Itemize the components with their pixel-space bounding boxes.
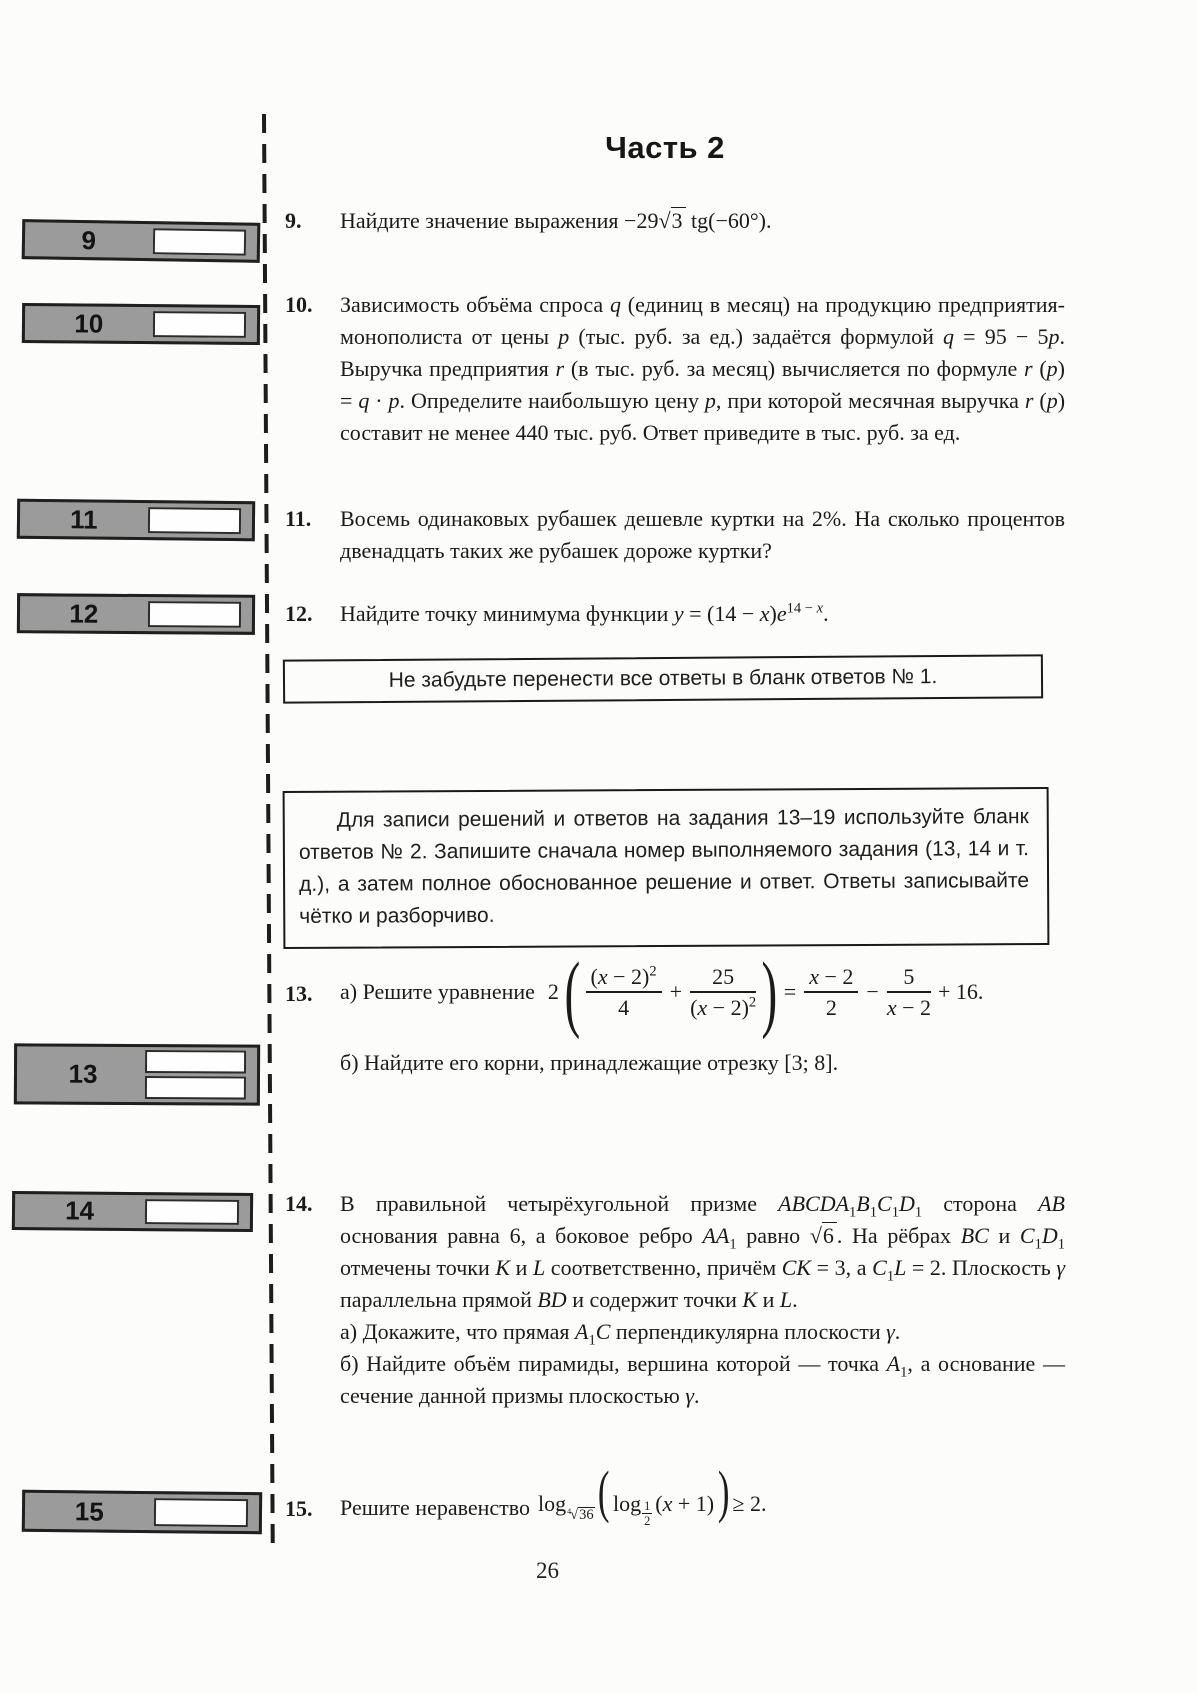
page-number: 26 [536, 1558, 559, 1583]
fraction-4-numerator: 5 [887, 963, 931, 994]
answer-box-11-field[interactable] [148, 507, 241, 534]
answer-box-11-number: 11 [69, 503, 98, 535]
equation-coefficient: 2 [547, 979, 559, 1004]
problem-13 [285, 945, 1065, 1079]
fraction-2-denominator: $(x - 2)^2$ [690, 994, 757, 1020]
minus-operator: − [866, 979, 879, 1004]
answer-box-9-number: 9 [81, 224, 97, 255]
problem-15-body [340, 1458, 1065, 1541]
problem-14 [285, 1188, 1065, 1412]
notice-transfer-answers-text: Не забудьте перенести все ответы в бланк ответов № 1. [388, 665, 938, 692]
problem-13-equation: а) Решите уравнение 2 ( $\frac{(x - 2)^2}{4}$ + $\frac{25}{(x - 2)^2}$ ) = $\frac{x - 2}{2}$ − $\frac{5}{x - 2}$ + 16. [340, 944, 984, 1040]
problem-15-lead: Решите неравенство [340, 1495, 531, 1520]
answer-box-13-field-a[interactable] [145, 1050, 246, 1074]
answer-box-15-number: 15 [74, 1495, 104, 1527]
problem-15-inequality [340, 1458, 1065, 1541]
answer-box-15 [22, 1490, 262, 1535]
problem-11-number: 11. [285, 506, 312, 531]
problem-11 [285, 503, 1065, 567]
equation-tail: + 16. [938, 979, 984, 1004]
fraction-2-numerator: 25 [690, 963, 756, 994]
inner-log-base [642, 1499, 652, 1528]
section-title: Часть 2 [605, 130, 725, 165]
answer-box-10-number: 10 [74, 307, 104, 339]
fraction-3-numerator: x − 2 [804, 963, 858, 994]
problem-13-part-b: б) Найдите его корни, принадлежащие отрезку [3; 8]. [340, 1050, 839, 1075]
inequality-expression: $\log^4√36$ ( log $\frac{1}{2}$ (x + 1) ) ≥ 2. [538, 1458, 767, 1528]
inner-log: log [612, 1490, 642, 1516]
equals-sign: = [783, 979, 797, 1004]
problem-11-text: Восемь одинаковых рубашек дешевле куртки на 2%. На сколько процентов двенадцать таких же рубашек дороже куртки? [340, 506, 1065, 563]
problem-13-number: 13. [285, 981, 313, 1006]
answer-box-14-number: 14 [65, 1195, 95, 1226]
problem-15 [285, 1458, 1065, 1541]
inner-log-base-denominator: 2 [644, 1514, 651, 1528]
answer-box-10-field[interactable] [153, 311, 246, 338]
inequality-relation: ≥ 2. [732, 1490, 767, 1516]
plus-operator: + [669, 979, 683, 1004]
fraction-2 [690, 963, 756, 1022]
fraction-1-numerator: $(x - 2)^2$ [586, 963, 662, 994]
inner-log-argument: (x + 1) [655, 1490, 715, 1516]
outer-log-base [567, 1507, 594, 1524]
fraction-3-denominator: 2 [825, 995, 837, 1020]
fraction-3 [804, 963, 858, 1022]
root-argument: 36 [579, 1506, 594, 1523]
fraction-1 [586, 963, 662, 1022]
problem-9-text: Найдите значение выражения −29√3 tg(−60°). [340, 208, 772, 233]
answer-box-12-number: 12 [69, 598, 99, 629]
answer-box-9-field[interactable] [153, 228, 246, 255]
outer-log: log [538, 1490, 567, 1516]
answer-box-14-field[interactable] [145, 1199, 239, 1225]
problem-9-number: 9. [285, 208, 302, 233]
answer-box-13-number: 13 [68, 1058, 98, 1089]
notice-part2-instructions [283, 787, 1050, 949]
problem-15-number: 15. [285, 1496, 313, 1521]
root-index: 4 [567, 1507, 572, 1517]
answer-box-15-field[interactable] [154, 1498, 248, 1527]
problem-9 [285, 205, 1065, 237]
answer-box-9 [22, 219, 261, 263]
fraction-4-denominator: x − 2 [886, 995, 932, 1020]
answer-box-14 [12, 1191, 253, 1232]
problem-13-body [340, 945, 1065, 1079]
fraction-4 [887, 963, 931, 1022]
answer-box-13-fields [145, 1050, 246, 1100]
problem-14-part-b: б) Найдите объём пирамиды, вершина которой — точка $A_1$, а основание — сечение данной призмы плоскостью γ. [340, 1351, 1065, 1408]
problem-14-body [340, 1188, 1065, 1412]
answer-box-12 [17, 593, 255, 635]
margin-dashed-line [262, 114, 275, 1548]
problem-14-intro: В правильной четырёхугольной призме $ABCDA_1B_1C_1D_1$ сторона AB основания равна 6, а боковое ребро $AA_1$ равно √6 . На рёбрах BC и $C_1D_1$ отмечены точки K и L соответственно, причём CK = 3, а $C_1L = 2$. Плоскость γ параллельна прямой BD и содержит точки K и L. [340, 1191, 1065, 1312]
answer-box-13-field-b[interactable] [145, 1076, 246, 1100]
inner-log-base-numerator: 1 [644, 1498, 651, 1513]
problem-10-number: 10. [285, 292, 313, 317]
notice-transfer-answers [283, 654, 1043, 703]
answer-box-12-field[interactable] [148, 601, 241, 628]
root-sign: √ [570, 1506, 579, 1523]
notice-part2-instructions-text: Для записи решений и ответов на задания 13–19 используйте бланк ответов № 2. Запишите сначала номер выполняемого задания (13, 14 и т. д.), а затем полное обоснованное решение и ответ. Ответы записывайте чётко и разборчиво. [298, 805, 1030, 928]
problem-14-part-a: а) Докажите, что прямая $A_1C$ перпендикулярна плоскости γ. [340, 1319, 901, 1349]
problem-10 [285, 289, 1065, 449]
problem-10-text: Зависимость объёма спроса q (единиц в месяц) на продукцию предприятия-монополиста от цены p (тыс. руб. за ед.) задаётся формулой q = 95 − 5p. Выручка предприятия r (в тыс. руб. за месяц) вычисляется по формуле r (p) = q · p. Определите наибольшую цену p, при которой месячная выручка r (p) составит не менее 440 тыс. руб. Ответ приведите в тыс. руб. за ед. [340, 292, 1066, 445]
answer-box-10 [22, 303, 260, 345]
answer-box-11 [17, 499, 255, 541]
problem-12-number: 12. [285, 601, 313, 626]
problem-13-part-a-lead: а) Решите уравнение [340, 979, 535, 1004]
fraction-1-denominator: 4 [618, 995, 630, 1020]
answer-box-13 [14, 1043, 260, 1105]
problem-14-number: 14. [285, 1191, 313, 1216]
problem-12 [285, 598, 1065, 630]
problem-12-text: Найдите точку минимума функции $y = (14 - x)e^{14 - x}$. [340, 600, 829, 626]
